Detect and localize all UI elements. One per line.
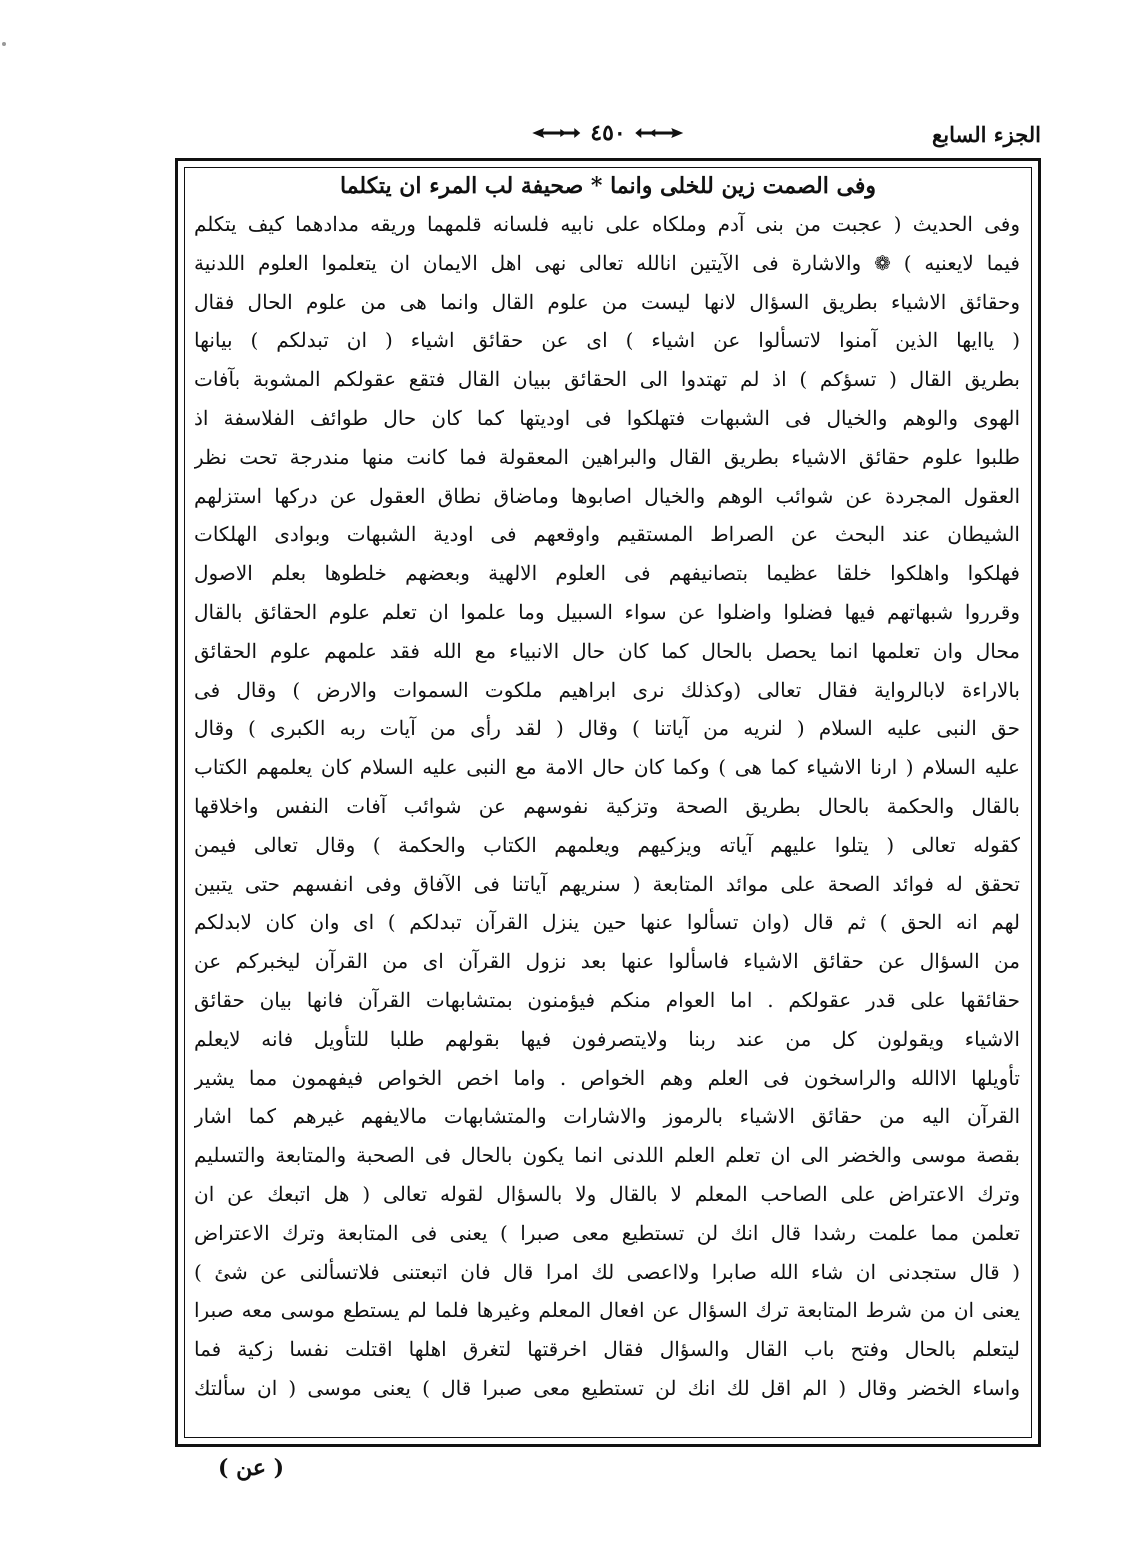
text-line: لهم انه الحق ) ثم قال (وان تسألوا عنها حين ينزل القرآن تبدلكم ) اى وان كان لابدلكم	[194, 910, 1020, 935]
text-line: طلبوا علوم حقائق الاشياء بطريق القال والبراهين المعقولة فما كانت منها مندرجة تحت نظر	[194, 444, 1020, 469]
text-line: الاشياء ويقولون كل من عند ربنا ولايتصرفون فيها بقولهم طلبا للتأويل فانه لايعلم	[194, 1026, 1020, 1051]
page-number-group	[530, 120, 685, 146]
catchword: ( عن )	[218, 1455, 285, 1481]
text-line: بقصة موسى والخضر الى ان تعلم العلم اللدنى انما يكون بالحال فى الصحبة والمتابعة والتسليم	[194, 1143, 1020, 1168]
text-line: محال وان تعلمها انما يحصل بالحال كما كان حال الانبياء مع الله فقد علمهم علوم الحقائق	[194, 638, 1020, 663]
text-line: الشيطان عند البحث عن الصراط المستقيم واوقعهم فى اودية الشبهات وبوادى الهلكات	[194, 522, 1020, 547]
text-line: وحقائق الاشياء بطريق السؤال لانها ليست من علوم القال وانما هى من علوم الحال فقال	[194, 289, 1020, 314]
text-line: من السؤال عن حقائق الاشياء فاسألوا عنها بعد نزول القرآن اى من القرآن ليخبركم عن	[194, 949, 1020, 974]
text-line: القرآن اليه من حقائق الاشياء بالرموز والاشارات والمتشابهات مالايفهم غيرهم كما اشار	[194, 1104, 1020, 1129]
text-line: وترك الاعتراض على الصاحب المعلم لا بالقال ولا بالسؤال لقوله تعالى ( هل اتبعك عن ان	[194, 1181, 1020, 1206]
verse-line: وفى الصمت زين للخلى وانما * صحيفة لب المرء ان يتكلما	[339, 173, 877, 199]
text-line: تعلمن مما علمت رشدا قال انك لن تستطيع معى صبرا ) يعنى فى المتابعة وترك الاعتراض	[194, 1220, 1020, 1245]
text-line: واساء الخضر وقال ( الم اقل لك انك لن تستطيع معى صبرا قال ) يعنى موسى ( ان سألتك	[194, 1375, 1020, 1400]
text-line: حقائقها على قدر عقولكم . اما العوام منكم فيؤمنون بمتشابهات القرآن فانها بيان حقائق	[194, 987, 1020, 1012]
text-line: ( ياايها الذين آمنوا لاتسألوا عن اشياء ) اى عن حقائق اشياء ( ان تبدلكم ) بيانها	[194, 328, 1020, 353]
text-line: فهلكوا واهلكوا خلقا عظيما بتصانيفهم فى العلوم الالهية وبعضهم خلطوها بعلم الاصول	[194, 561, 1020, 586]
text-line: بالاراءة لابالرواية فقال تعالى (وكذلك نرى ابراهيم ملكوت السموات والارض ) وقال فى	[194, 677, 1020, 702]
ornament-right-icon	[634, 126, 686, 140]
text-line: بطريق القال ( تسؤكم ) اذ لم تهتدوا الى الحقائق ببيان القال فتقع عقولكم المشوبة بآفات	[194, 367, 1020, 392]
text-line: وفى الحديث ( عجبت من بنى آدم وملكاه على نابيه فلسانه قلمهما وريقه مدادهما كيف يتكلم	[194, 212, 1020, 236]
text-line: وقرروا شبهاتهم فيها فضلوا واضلوا عن سواء السبيل وما علموا ان تعلم علوم الحقائق بالقال	[194, 599, 1020, 624]
text-line: عليه السلام ( ارنا الاشياء كما هى ) وكما كان حال الامة مع النبى عليه السلام كان يعلمهم الكتاب	[194, 755, 1020, 780]
text-line: تحقق له فوائد الصحة على موائد المتابعة ( سنريهم آياتنا فى الآفاق وفى انفسهم حتى يتبين	[194, 871, 1020, 896]
text-line: كقوله تعالى ( يتلوا عليهم آياته ويزكيهم ويعلمهم الكتاب والحكمة ) وقال تعالى فيمن	[194, 832, 1020, 857]
text-line: العقول المجردة عن شوائب الوهم والخيال اصابوها وماضاق نطاق العقول عن دركها استزلهم	[194, 483, 1020, 508]
text-frame	[175, 158, 1041, 1447]
text-line: يعنى ان من شرط المتابعة ترك السؤال عن افعال المعلم وغيرها فلما لم يستطع موسى معه صبرا	[194, 1298, 1020, 1323]
text-line: ( قال ستجدنى ان شاء الله صابرا ولااعصى لك امرا قال فان اتبعتنى فلاتسألنى عن شئ )	[194, 1259, 1020, 1284]
scan-speck	[2, 42, 6, 46]
page-number: ٤٥٠	[590, 120, 626, 146]
text-line: فيما لايعنيه ) ❁ والاشارة فى الآيتين انالله تعالى نهى اهل الايمان ان يتعلموا العلوم اللدنية	[194, 250, 1020, 275]
text-line: تأويلها الاالله والراسخون فى العلم وهم الخواص . واما اخص الخواص فيفهمون مما يشير	[194, 1065, 1020, 1090]
text-line: ليتعلم بالحال وفتح باب القال والسؤال فقال اخرقتها لتغرق اهلها اقتلت نفسا زكية فما	[194, 1337, 1020, 1362]
running-title: الجزء السابع	[932, 122, 1041, 147]
text-line: حق النبى عليه السلام ( لنريه من آياتنا ) وقال ( لقد رأى من آيات ربه الكبرى ) وقال	[194, 716, 1020, 741]
page-header	[175, 118, 1041, 158]
text-line: بالقال والحكمة بالحال بطريق الصحة وتزكية نفوسهم عن شوائب آفات النفس واخلاقها	[194, 793, 1020, 818]
ornament-left-icon	[530, 126, 582, 140]
text-line: الهوى والوهم والخيال فى الشبهات فتهلكوا فى اوديتها كما كان حال طوائف الفلاسفة اذ	[194, 405, 1020, 430]
body-text	[194, 205, 1020, 1408]
